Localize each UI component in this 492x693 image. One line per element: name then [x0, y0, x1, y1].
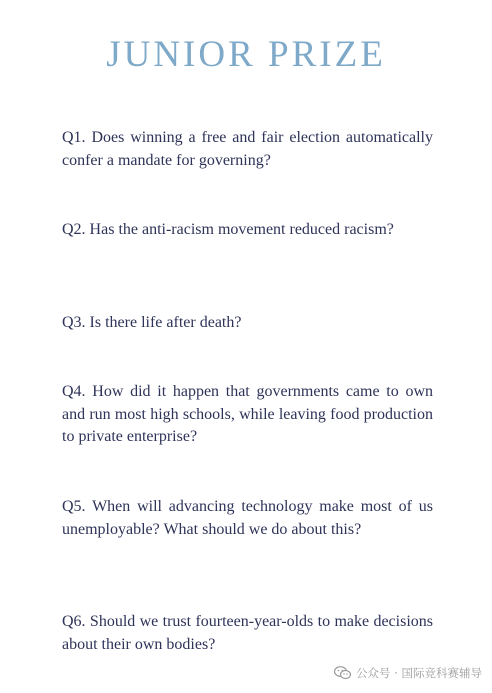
watermark [334, 665, 482, 681]
question-2: Q2. Has the anti-racism movement reduced racism? [62, 221, 394, 238]
question-3: Q3. Is there life after death? [62, 314, 242, 331]
question-1: Q1. Does winning a free and fair election automatically confer a mandate for governing? [62, 129, 433, 169]
question-5: Q5. When will advancing technology make most of us unemployable? What should we do about this? [62, 498, 433, 538]
question-6: Q6. Should we trust fourteen-year-olds to make decisions about their own bodies? [62, 613, 433, 653]
page-title: JUNIOR PRIZE [106, 34, 386, 75]
question-4: Q4. How did it happen that governments came to own and run most high schools, while leaving food production to private enterprise? [62, 383, 433, 445]
wechat-icon [334, 666, 351, 680]
watermark-text: 公众号 · 国际竞科赛辅导 [356, 666, 482, 680]
